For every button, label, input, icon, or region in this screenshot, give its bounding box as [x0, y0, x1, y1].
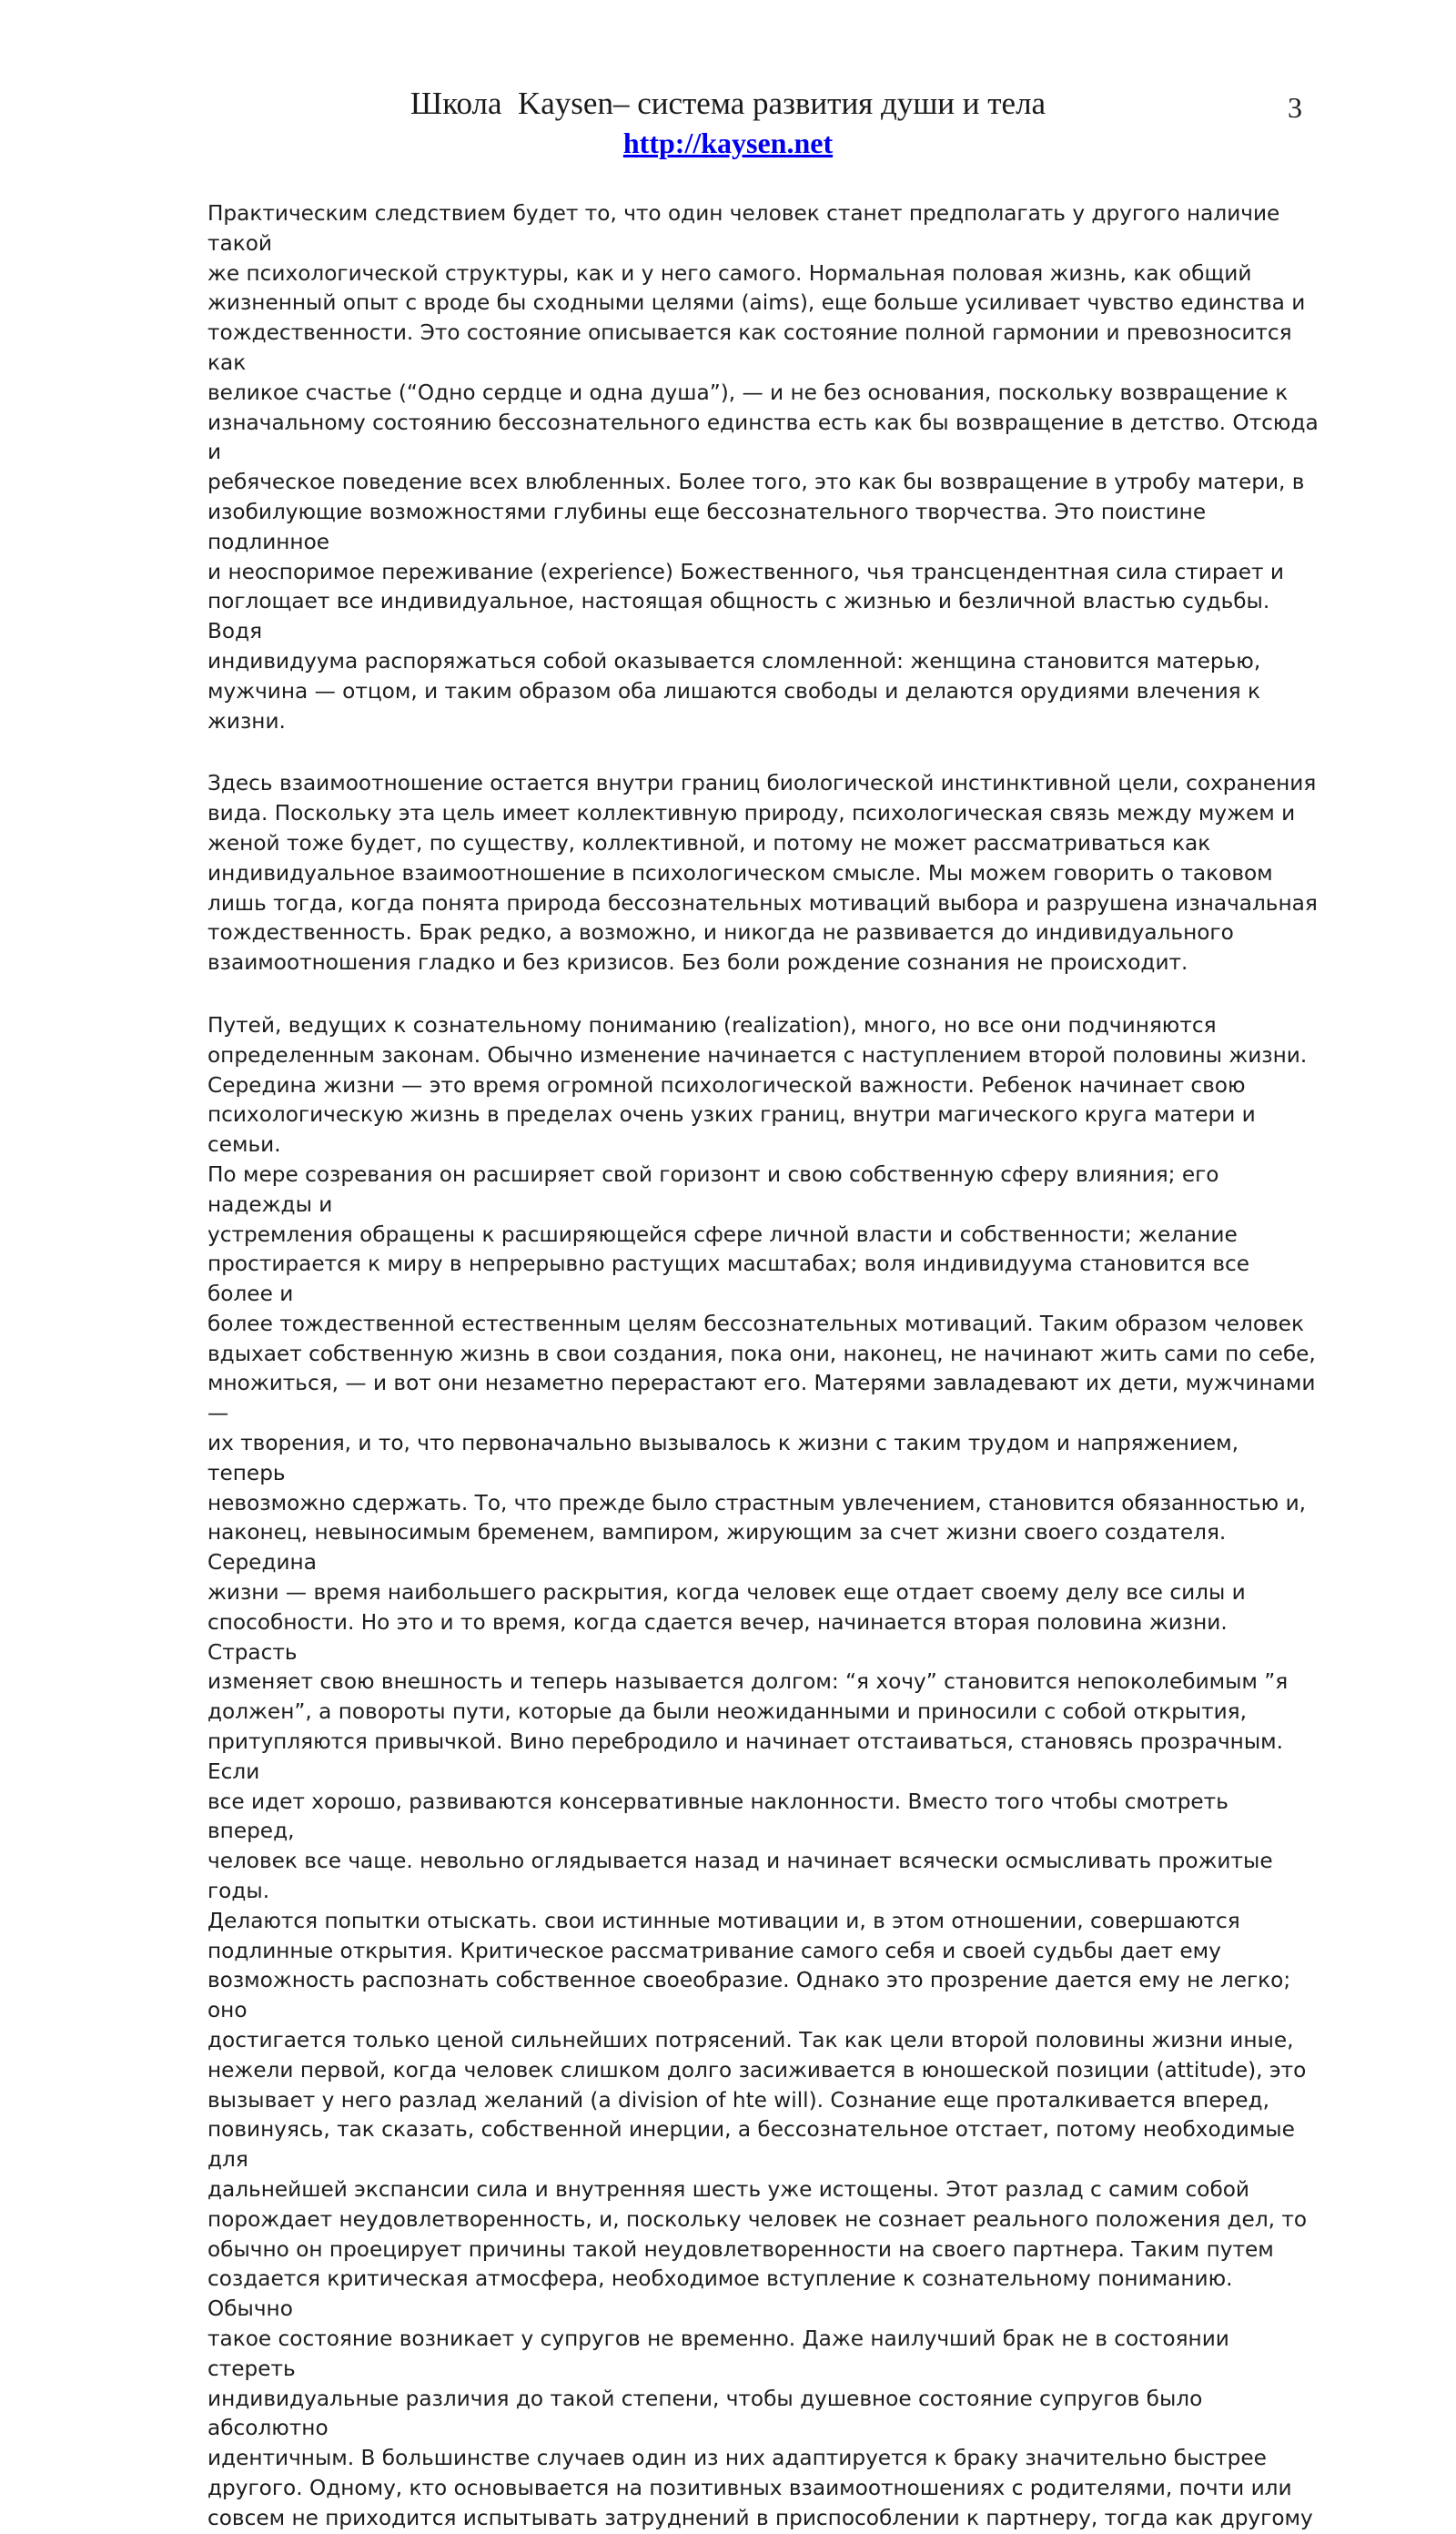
- page-number: 3: [1288, 91, 1302, 124]
- document-body: [207, 199, 1321, 2534]
- paragraph: Практическим следствием будет то, что один человек станет предполагать у другого наличие такой же психологической структуры, как и у него самого. Нормальная половая жизнь, как общий жизненный опыт с вроде бы сходными целями (aims), еще больше усиливает чувство единства и тождественности. Это состояние описывается как состояние полной гармонии и превозносится как великое счастье (“Одно сердце и одна душа”), — и не без основания, поскольку возвращение к изначальному состоянию бессознательного единства есть как бы возвращение в детство. Отсюда и ребяческое поведение всех влюбленных. Более того, это как бы возвращение в утробу матери, в изобилующие возможностями глубины еще бессознательного творчества. Это поистине подлинное и неоспоримое переживание (experience) Божественного, чья трансцендентная сила стирает и поглощает все индивидуальное, настоящая общность с жизнью и безличной властью судьбы. Водя индивидуума распоряжаться собой оказывается сломленной: женщина становится матерью, мужчина — отцом, и таким образом оба лишаются свободы и делаются орудиями влечения к жизни.: [207, 201, 1319, 734]
- site-link[interactable]: http://kaysen.net: [622, 127, 834, 159]
- page-header: [0, 84, 1456, 162]
- paragraph: Путей, ведущих к сознательному пониманию (realization), много, но все они подчиняются определенным законам. Обычно изменение начинается с наступлением второй половины жизни. Середина жизни — это время огромной психологической важности. Ребенок начинает свою психологическую жизнь в пределах очень узких границ, внутри магического круга матери и семьи. По мере созревания он расширяет свой горизонт и свою собственную сферу влияния; его надежды и устремления обращены к расширяющейся сфере личной власти и собственности; желание простирается к миру в непрерывно растущих масштабах; воля индивидуума становится все более и более тождественной естественным целям бессознательных мотиваций. Таким образом человек вдыхает собственную жизнь в свои создания, пока они, наконец, не начинают жить сами по себе, множиться, — и вот они незаметно перерастают его. Матерями завладевают их дети, мужчинами — их творения, и то, что первоначально вызывалось к жизни с таким трудом и напряжением, теперь невозможно сдержать. То, что прежде было страстным увлечением, становится обязанностью и, наконец, невыносимым бременем, вампиром, жирующим за счет жизни своего создателя. Середина жизни — время наибольшего раскрытия, когда человек еще отдает своему делу все силы и способности. Но это и то время, когда сдается вечер, начинается вторая половина жизни. Страсть изменяет свою внешность и теперь называется долгом: “я хочу” становится непоколебимым ”я должен”, а повороты пути, которые да были неожиданными и приносили с собой открытия, притупляются привычкой. Вино перебродило и начинает отстаиваться, становясь прозрачным. Если все идет хорошо, развиваются консервативные наклонности. Вместо того чтобы смотреть вперед, человек все чаще. невольно оглядывается назад и начинает всячески осмысливать прожитые годы. Делаются попытки отыскать. свои истинные мотивации и, в этом отношении, совершаются подлинные открытия. Критическое рассматривание самого себя и своей судьбы дает ему возможность распознать собственное своеобразие. Однако это прозрение дается ему не легко; оно достигается только ценой сильнейших потрясений. Так как цели второй половины жизни иные, нежели первой, когда человек слишком долго засиживается в юношеской позиции (attitude), это вызывает у него разлад желаний (a division of hte will). Сознание еще проталкивается вперед, повинуясь, так сказать, собственной инерции, а бессознательное отстает, потому необходимые для дальнейшей экспансии сила и внутренняя шесть уже истощены. Этот разлад с самим собой порождает неудовлетворенность, и, поскольку человек не сознает реального положения дел, то обычно он проецирует причины такой неудовлетворенности на своего партнера. Таким путем создается критическая атмосфера, необходимое вступление к сознательному пониманию. Обычно такое состояние возникает у супругов не временно. Даже наилучший брак не в состоянии стереть индивидуальные различия до такой степени, чтобы душевное состояние супругов было абсолютно идентичным. В большинстве случаев один из них адаптируется к браку значительно быстрее другого. Одному, кто основывается на позитивных взаимоотношениях с родителями, почти или совсем не приходится испытывать затруднений в приспособлении к партнеру, тогда как другому: [207, 1012, 1316, 2530]
- page-title: Школа Kaysen– система развития души и тела: [410, 86, 1046, 121]
- paragraph: Здесь взаимоотношение остается внутри границ биологической инстинктивной цели, сохранения вида. Поскольку эта цель имеет коллективную природу, психологическая связь между мужем и женой тоже будет, по существу, коллективной, и потому не может рассматриваться как индивидуальное взаимоотношение в психологическом смысле. Мы можем говорить о таковом лишь тогда, когда понята природа бессознательных мотиваций выбора и разрушена изначальная тождественность. Брак редко, а возможно, и никогда не развивается до индивидуального взаимоотношения гладко и без кризисов. Без боли рождение сознания не происходит.: [207, 771, 1318, 976]
